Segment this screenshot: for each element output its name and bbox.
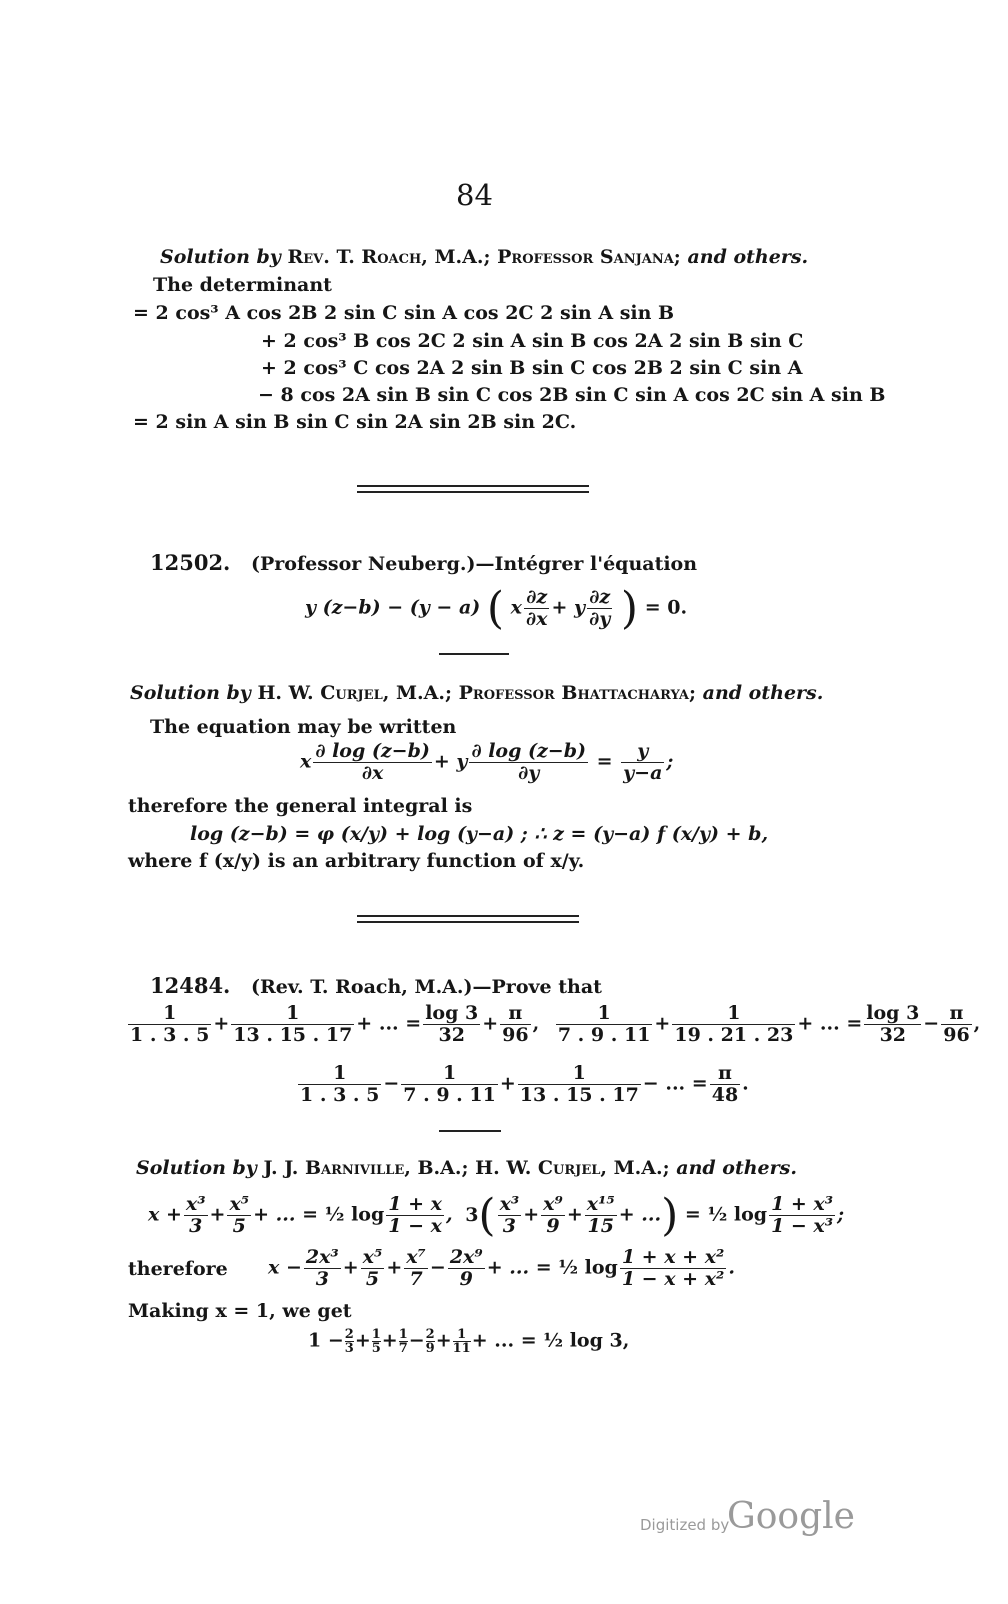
general-integral: log (z−b) = φ (x/y) + log (y−a) ; ∴ z = (y−a) f (x/y) + b, <box>190 823 769 845</box>
question-12502-heading <box>150 550 697 575</box>
numeric-series-result: 1 − $\frac{2}{3}$ + $\frac{1}{5}$ + $\frac{1}{7}$ − $\frac{2}{9}$ + $\frac{1}{11}$ + ... = ½ log 3, <box>308 1327 630 1356</box>
question-title: (Professor Neuberg.)—Intégrer l'équation <box>251 553 698 575</box>
google-logo: Google <box>727 1496 855 1537</box>
log-derivative-equation: x $\frac{\partial \log (z-b)}{\partial x}$ + y $\frac{\partial \log (z-b)}{\partial y}$ = $\frac{y}{y-a}$ ; <box>300 740 674 784</box>
solution-credit-2 <box>130 682 823 704</box>
section-divider <box>357 915 579 917</box>
solvers: Rev. T. Roach, M.A.; Professor Sanjana; <box>287 246 681 268</box>
solution-credit-3 <box>136 1157 797 1179</box>
solution-prefix: Solution by <box>136 1157 257 1179</box>
combined-series-equation: x − $\frac{\text{2x³}}{3}$ + $\frac{\text{x⁵}}{5}$ + $\frac{\text{x⁷}}{7}$ − $\frac{\text{2x⁹}}{9}$ + ... = ½ log $\frac{\text{1 + x + x²}}{\text{1 − x + x²}}$ . <box>268 1246 735 1290</box>
determinant-line-1: = 2 cos³ A cos 2B 2 sin C sin A cos 2C 2 sin A sin B <box>133 302 675 324</box>
solution-prefix: Solution by <box>160 246 281 268</box>
making-x-equal-1: Making x = 1, we get <box>128 1300 352 1322</box>
section-divider <box>357 485 589 487</box>
series-identity-2: $\frac{1}{1 . 3 . 5}$ − $\frac{1}{7 . 9 . 11}$ + $\frac{1}{13 . 15 . 17}$ − ... = $\frac{\pi}{48}$ . <box>300 1062 749 1106</box>
short-rule <box>439 1130 501 1132</box>
solution-prefix: Solution by <box>130 682 251 704</box>
digitized-by-label: Digitized by <box>640 1516 730 1534</box>
determinant-line-5: = 2 sin A sin B sin C sin 2A sin 2B sin 2C. <box>133 411 577 433</box>
therefore-label: therefore <box>128 1258 228 1280</box>
solvers: H. W. Curjel, M.A.; Professor Bhattacharya; <box>257 682 697 704</box>
question-title: (Rev. T. Roach, M.A.)—Prove that <box>251 976 602 998</box>
question-number: 12484. <box>150 973 231 998</box>
determinant-line-4: − 8 cos 2A sin B sin C cos 2B sin C sin A cos 2C sin A sin B <box>258 384 886 406</box>
series-identity-1: $\frac{1}{1 . 3 . 5}$ + $\frac{1}{13 . 15 . 17}$ + ... = $\frac{\log 3}{32}$ + $\frac{\pi}{96}$ , $\frac{1}{7 . 9 . 11}$ + $\frac{1}{19 . 21 . 23}$ + ... = $\frac{\log 3}{32}$ − $\frac{\pi}{96}$ , <box>130 1002 981 1046</box>
pde-equation: y (z−b) − (y − a) ( x $\frac{\partial z}{\partial x}$ + y $\frac{\partial z}{\partial y}$ ) = 0. <box>305 583 688 634</box>
determinant-line-3: + 2 cos³ C cos 2A 2 sin B sin C cos 2B 2 sin C sin A <box>261 357 803 379</box>
determinant-line-2: + 2 cos³ B cos 2C 2 sin A sin B cos 2A 2 sin B sin C <box>261 330 804 352</box>
solvers: J. J. Barniville, B.A.; H. W. Curjel, M.A.; <box>263 1157 670 1179</box>
section-divider <box>357 491 589 493</box>
equation-intro: The equation may be written <box>150 716 457 738</box>
log-series-equation: x + $\frac{\text{x³}}{3}$ + $\frac{\text{x⁵}}{5}$ + ... = ½ log $\frac{1 + x}{1 - x}$ , 3( $\frac{\text{x³}}{3}$ + $\frac{\text{x⁹}}{9}$ + $\frac{\text{x¹⁵}}{15}$ + ...) = ½ log $\frac{\text{1 + x³}}{\text{1 − x³}}$ ; <box>148 1190 845 1241</box>
question-number: 12502. <box>150 550 231 575</box>
solution-credit-1 <box>160 246 808 268</box>
arbitrary-function-note: where f (x/y) is an arbitrary function of x/y. <box>128 850 585 872</box>
short-rule <box>439 653 509 655</box>
question-12484-heading <box>150 973 602 998</box>
page-number: 84 <box>456 178 493 212</box>
and-others: and others. <box>676 1157 797 1179</box>
general-integral-intro: therefore the general integral is <box>128 795 473 817</box>
and-others: and others. <box>687 246 809 268</box>
determinant-intro: The determinant <box>153 274 332 296</box>
section-divider <box>357 921 579 923</box>
and-others: and others. <box>702 682 824 704</box>
